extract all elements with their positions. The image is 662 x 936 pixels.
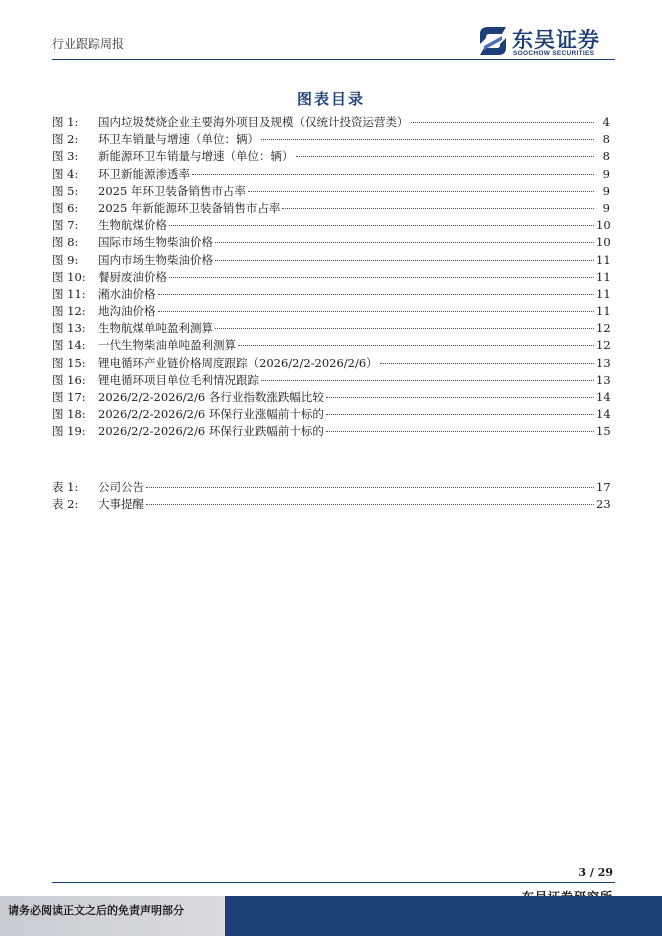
toc-entry-page: 23	[596, 497, 611, 512]
toc-entry-page: 13	[596, 372, 611, 387]
toc-entry-number: 图 7:	[52, 218, 79, 233]
toc-entry-title: 国内垃圾焚烧企业主要海外项目及规模（仅统计投资运营类）	[98, 115, 409, 129]
toc-entry-page: 11	[596, 286, 611, 301]
brand-name-en: SOOCHOW SECURITIES	[513, 50, 595, 57]
toc-entry-title: 2026/2/2-2026/2/6 各行业指数涨跌幅比较	[98, 390, 324, 404]
toc-title: 图表目录	[296, 90, 365, 108]
toc-entry[interactable]	[52, 496, 610, 513]
toc-entry-title: 国内市场生物柴油价格	[98, 252, 213, 267]
toc-leader-dots	[215, 260, 594, 261]
toc-entry-page: 14	[596, 407, 611, 422]
toc-leader-dots	[146, 504, 594, 505]
soochow-logo	[476, 24, 616, 58]
toc-entry-number: 图 9:	[52, 252, 79, 267]
toc-entry[interactable]	[52, 131, 610, 148]
toc-entry[interactable]	[52, 200, 610, 217]
toc-leader-dots	[261, 380, 594, 381]
toc-entry[interactable]	[52, 406, 610, 423]
toc-entry-number: 图 10:	[52, 269, 86, 284]
toc-leader-dots	[326, 431, 594, 432]
toc-entry-title: 2025 年新能源环卫装备销售市占率	[98, 200, 281, 215]
toc-entry[interactable]	[52, 303, 610, 320]
brand-name-cn: 东吴证券	[512, 28, 600, 52]
toc-entry-number: 图 5:	[52, 183, 79, 198]
disclaimer-notice: 请务必阅读正文之后的免责声明部分	[8, 904, 184, 917]
toc-leader-dots	[326, 397, 594, 398]
toc-entry-number: 图 1:	[52, 115, 79, 129]
page-number: 3 / 29	[578, 866, 613, 879]
toc-entry-title: 公司公告	[98, 480, 144, 494]
toc-entry-page: 9	[602, 183, 610, 198]
toc-entry-page: 12	[596, 321, 611, 336]
toc-entry[interactable]	[52, 114, 610, 131]
toc-entry[interactable]	[52, 286, 610, 303]
header-divider	[52, 59, 615, 60]
toc-leader-dots	[261, 139, 594, 140]
toc-entry-number: 图 14:	[52, 338, 86, 353]
toc-leader-dots	[326, 414, 594, 415]
footer-divider	[52, 882, 615, 883]
toc-entry-number: 图 19:	[52, 424, 86, 439]
toc-leader-dots	[282, 208, 594, 209]
toc-entry-number: 图 2:	[52, 132, 79, 147]
toc-entry[interactable]	[52, 355, 610, 372]
toc-leader-dots	[192, 174, 594, 175]
toc-entry-page: 4	[602, 115, 610, 129]
toc-entry-page: 8	[602, 149, 610, 164]
toc-entry-page: 10	[596, 218, 611, 233]
toc-entry-title: 新能源环卫车销量与增速（单位：辆）	[98, 149, 294, 164]
toc-entry-page: 8	[602, 132, 610, 147]
toc-entry[interactable]	[52, 269, 610, 286]
toc-leader-dots	[215, 328, 594, 329]
toc-entry-title: 2026/2/2-2026/2/6 环保行业跌幅前十标的	[98, 424, 324, 439]
toc-leader-dots	[158, 294, 595, 295]
toc-leader-dots	[296, 156, 595, 157]
table-list	[52, 479, 610, 513]
toc-leader-dots	[248, 191, 594, 192]
toc-entry[interactable]	[52, 148, 610, 165]
toc-entry[interactable]	[52, 166, 610, 183]
toc-leader-dots	[158, 311, 595, 312]
toc-entry-title: 地沟油价格	[98, 304, 156, 319]
toc-entry-number: 图 6:	[52, 200, 79, 215]
toc-entry-number: 表 1:	[52, 480, 79, 494]
toc-entry-page: 13	[596, 355, 611, 370]
toc-leader-dots	[146, 487, 594, 488]
toc-entry-page: 11	[596, 304, 611, 319]
toc-entry-title: 2025 年环卫装备销售市占率	[98, 183, 246, 198]
toc-entry-title: 生物航煤价格	[98, 218, 167, 233]
toc-entry-number: 图 8:	[52, 235, 79, 250]
toc-entry-number: 图 3:	[52, 149, 79, 164]
toc-entry-number: 表 2:	[52, 497, 79, 512]
toc-entry-page: 9	[602, 200, 610, 215]
toc-entry-title: 潲水油价格	[98, 286, 156, 301]
toc-entry-title: 2026/2/2-2026/2/6 环保行业涨幅前十标的	[98, 407, 324, 422]
toc-entry-title: 餐厨废油价格	[98, 269, 167, 284]
toc-entry-page: 11	[596, 269, 611, 284]
toc-entry[interactable]	[52, 337, 610, 354]
toc-entry-number: 图 4:	[52, 166, 79, 181]
toc-entry-title: 锂电循环项目单位毛利情况跟踪	[98, 372, 259, 387]
figure-list	[52, 114, 610, 441]
toc-entry[interactable]	[52, 217, 610, 234]
toc-entry-page: 14	[596, 390, 611, 404]
toc-entry-number: 图 11:	[52, 286, 86, 301]
toc-leader-dots	[380, 363, 594, 364]
toc-entry-page: 11	[596, 252, 611, 267]
toc-entry[interactable]	[52, 183, 610, 200]
toc-leader-dots	[238, 345, 594, 346]
toc-entry-title: 环卫新能源渗透率	[98, 166, 190, 181]
toc-entry-number: 图 17:	[52, 390, 86, 404]
toc-entry-title: 锂电循环产业链价格周度跟踪（2026/2/2-2026/2/6）	[98, 355, 378, 370]
toc-entry[interactable]	[52, 234, 610, 251]
toc-entry-title: 大事提醒	[98, 497, 144, 512]
toc-leader-dots	[411, 122, 595, 123]
toc-entry-number: 图 13:	[52, 321, 86, 336]
toc-leader-dots	[169, 225, 594, 226]
toc-entry-title: 国际市场生物柴油价格	[98, 235, 213, 250]
toc-entry-page: 17	[596, 480, 611, 494]
toc-entry[interactable]	[52, 372, 610, 389]
toc-entry[interactable]	[52, 389, 610, 406]
toc-leader-dots	[215, 242, 594, 243]
toc-entry[interactable]	[52, 252, 610, 269]
toc-entry-page: 12	[596, 338, 611, 353]
toc-entry[interactable]	[52, 320, 610, 337]
toc-entry-page: 9	[602, 166, 610, 181]
toc-entry[interactable]	[52, 479, 610, 496]
report-type-label: 行业跟踪周报	[52, 37, 125, 51]
toc-entry-title: 一代生物柴油单吨盈利测算	[98, 338, 236, 353]
soochow-logo-icon	[476, 24, 510, 58]
toc-entry-number: 图 18:	[52, 407, 86, 422]
toc-entry-page: 15	[596, 424, 611, 439]
toc-entry-number: 图 15:	[52, 355, 86, 370]
toc-entry-number: 图 16:	[52, 372, 86, 387]
toc-entry[interactable]	[52, 423, 610, 440]
toc-entry-page: 10	[596, 235, 611, 250]
toc-entry-number: 图 12:	[52, 304, 86, 319]
toc-entry-title: 生物航煤单吨盈利测算	[98, 321, 213, 336]
toc-entry-title: 环卫车销量与增速（单位：辆）	[98, 132, 259, 147]
toc-leader-dots	[169, 277, 594, 278]
